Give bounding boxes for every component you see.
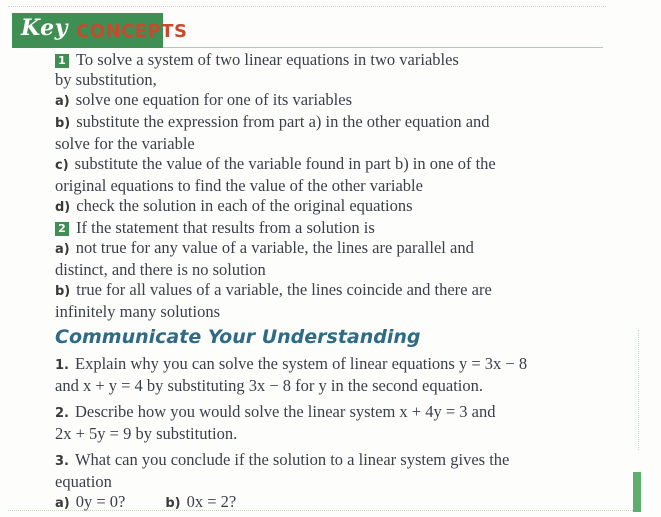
- question-3: 3. What can you conclude if the solution to a linear system gives the: [55, 450, 510, 469]
- concept-1-d: d) check the solution in each of the original equations: [55, 196, 413, 215]
- cyu-title: Communicate Your Understanding: [55, 326, 421, 348]
- concept-1-c-cont: original equations to find the value of the other variable: [55, 176, 423, 195]
- margin-tab: [633, 472, 641, 512]
- cyu-questions: [55, 354, 600, 514]
- concept-2-number: 2: [55, 222, 69, 236]
- key-concepts-banner: [12, 13, 188, 48]
- concept-1-number: 1: [55, 54, 69, 68]
- concept-1-intro: 1 To solve a system of two linear equations in two variables: [55, 50, 600, 70]
- concept-1-a: a) solve one equation for one of its variables: [55, 90, 353, 109]
- concept-1-b: b) substitute the expression from part a) in the other equation and: [55, 112, 490, 131]
- question-2: 2. Describe how you would solve the linear system x + 4y = 3 and: [55, 402, 496, 421]
- concept-1-c: c) substitute the value of the variable found in part b) in one of the: [55, 154, 496, 173]
- key-concepts-body: [55, 50, 600, 322]
- banner-rule: [163, 47, 603, 48]
- question-2-cont: 2x + 5y = 9 by substitution.: [55, 424, 238, 443]
- question-1: 1. Explain why you can solve the system of linear equations y = 3x − 8: [55, 354, 528, 373]
- banner-concepts: CONCEPTS: [76, 21, 188, 42]
- banner-key: Key: [21, 15, 68, 41]
- concept-2-intro: 2 If the statement that results from a solution is: [55, 218, 600, 238]
- concept-2-b-cont: infinitely many solutions: [55, 302, 220, 321]
- concept-1-b-cont: solve for the variable: [55, 134, 195, 153]
- concept-2-a-cont: distinct, and there is no solution: [55, 260, 266, 279]
- right-dotted-rule: [638, 330, 639, 450]
- question-3-cont: equation: [55, 472, 112, 491]
- concept-1-intro-cont: by substitution,: [55, 70, 157, 89]
- top-dotted-rule: [8, 6, 606, 7]
- question-1-cont: and x + y = 4 by substituting 3x − 8 for y in the second equation.: [55, 376, 483, 395]
- question-3-parts: a) 0y = 0? b) 0x = 2?: [55, 492, 237, 511]
- concept-2-b: b) true for all values of a variable, the lines coincide and there are: [55, 280, 492, 299]
- concept-2-a: a) not true for any value of a variable, the lines are parallel and: [55, 238, 474, 257]
